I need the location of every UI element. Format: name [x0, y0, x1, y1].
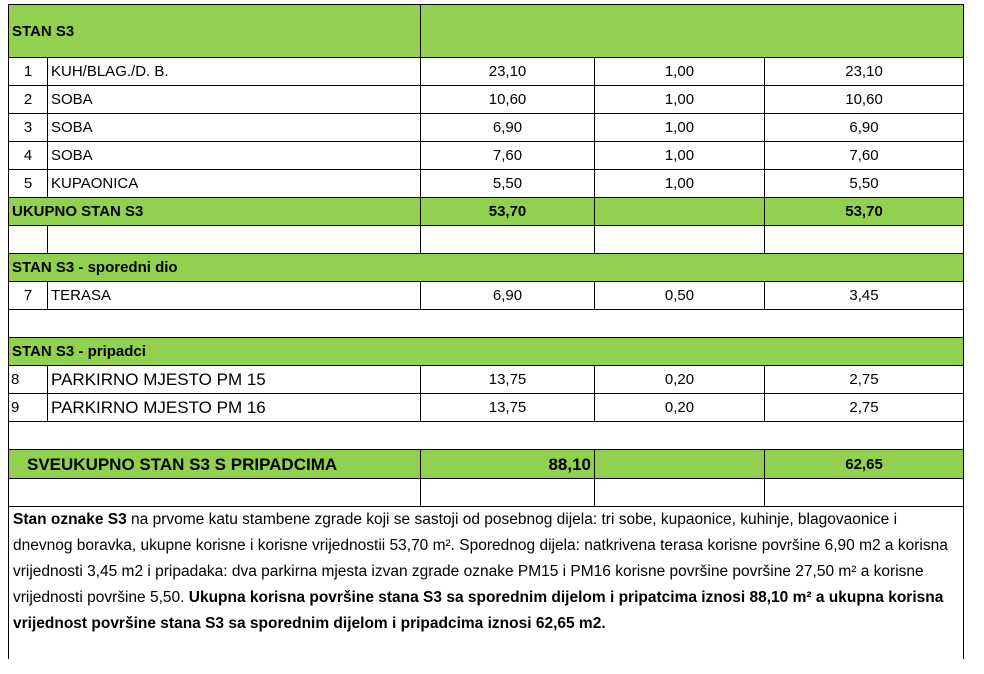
description-summary: Ukupna korisna površine stana S3 sa sporednim dijelom i pripatcima iznosi 88,10 m² a ukupna korisna vrijednost površine stana S3 sa sporednim dijelom i pripadcima iznosi 62,65 m2. [13, 589, 944, 632]
row-number: 1 [9, 58, 48, 86]
room-coefficient: 1,00 [595, 114, 765, 142]
room-area: 6,90 [421, 114, 595, 142]
row-number: 5 [9, 170, 48, 198]
room-coefficient: 0,20 [595, 366, 765, 394]
room-value: 10,60 [765, 86, 964, 114]
blank-cell [9, 226, 48, 254]
room-coefficient: 0,50 [595, 282, 765, 310]
title-cell: STAN S3 [9, 5, 421, 58]
grand-total-area: 88,10 [421, 450, 595, 479]
room-name: SOBA [48, 142, 421, 170]
appurtenances-section-header [9, 338, 964, 366]
room-name: SOBA [48, 114, 421, 142]
room-value: 5,50 [765, 170, 964, 198]
room-name: PARKIRNO MJESTO PM 16 [48, 394, 421, 422]
blank-cell [421, 226, 595, 254]
row-number: 2 [9, 86, 48, 114]
room-value: 2,75 [765, 394, 964, 422]
blank-cell [765, 226, 964, 254]
room-value: 2,75 [765, 366, 964, 394]
room-area: 13,75 [421, 394, 595, 422]
room-coefficient: 1,00 [595, 170, 765, 198]
description-lead: Stan oznake S3 [13, 511, 127, 528]
table-row [9, 58, 964, 86]
blank-row [9, 479, 964, 507]
blank-cell [9, 422, 964, 450]
room-coefficient: 1,00 [595, 58, 765, 86]
table-row [9, 170, 964, 198]
blank-cell [765, 479, 964, 507]
blank-cell [9, 479, 421, 507]
blank-row [9, 422, 964, 450]
room-value: 6,90 [765, 114, 964, 142]
table-row [9, 142, 964, 170]
room-coefficient: 1,00 [595, 86, 765, 114]
blank-cell [48, 226, 421, 254]
total-value: 53,70 [765, 198, 964, 226]
row-number: 9 [9, 394, 48, 422]
room-name: TERASA [48, 282, 421, 310]
table-row [9, 366, 964, 394]
row-number: 8 [9, 366, 48, 394]
description-body: na prvome katu stambene zgrade koji se sastoji od posebnog dijela: tri sobe, kupaonice, kuhinje, blagovaonice i dnevnog boravka, ukupne korisne i korisne vrijednostii 53,70 m². Sporednog dijela: natkrivena terasa korisne površine 6,90 m2 a korisna vrijednosti 3,45 m2 i pripadaka: dva parkirna mjesta izvan zgrade oznake PM15 i PM16 korisne površine površine 27,50 m² a korisne vrijednosti površine 5,50. [13, 511, 948, 606]
room-area: 23,10 [421, 58, 595, 86]
blank-row [9, 226, 964, 254]
room-name: PARKIRNO MJESTO PM 15 [48, 366, 421, 394]
row-number: 7 [9, 282, 48, 310]
room-area: 6,90 [421, 282, 595, 310]
title-row [9, 5, 964, 58]
room-area: 13,75 [421, 366, 595, 394]
room-name: KUH/BLAG./D. B. [48, 58, 421, 86]
room-name: KUPAONICA [48, 170, 421, 198]
appurtenances-section-title: STAN S3 - pripadci [9, 338, 964, 366]
total-row [9, 198, 964, 226]
grand-total-value: 62,65 [765, 450, 964, 479]
description-row [9, 507, 964, 660]
grand-total-empty-cell [595, 450, 765, 479]
side-section-header [9, 254, 964, 282]
room-value: 23,10 [765, 58, 964, 86]
total-label: UKUPNO STAN S3 [9, 198, 421, 226]
room-name: SOBA [48, 86, 421, 114]
grand-total-row [9, 450, 964, 479]
total-area: 53,70 [421, 198, 595, 226]
table-row [9, 282, 964, 310]
blank-row [9, 310, 964, 338]
room-coefficient: 0,20 [595, 394, 765, 422]
room-value: 7,60 [765, 142, 964, 170]
room-value: 3,45 [765, 282, 964, 310]
area-table [8, 4, 964, 659]
side-section-title: STAN S3 - sporedni dio [9, 254, 964, 282]
row-number: 4 [9, 142, 48, 170]
row-number: 3 [9, 114, 48, 142]
blank-cell [595, 479, 765, 507]
title-empty-cell [421, 5, 964, 58]
room-area: 5,50 [421, 170, 595, 198]
room-coefficient: 1,00 [595, 142, 765, 170]
table-row [9, 114, 964, 142]
total-empty-cell [595, 198, 765, 226]
room-area: 10,60 [421, 86, 595, 114]
description-paragraph [9, 507, 964, 660]
grand-total-label: SVEUKUPNO STAN S3 S PRIPADCIMA [9, 450, 421, 479]
table-row [9, 394, 964, 422]
room-area: 7,60 [421, 142, 595, 170]
blank-cell [421, 479, 595, 507]
blank-cell [595, 226, 765, 254]
blank-cell [9, 310, 964, 338]
table-row [9, 86, 964, 114]
